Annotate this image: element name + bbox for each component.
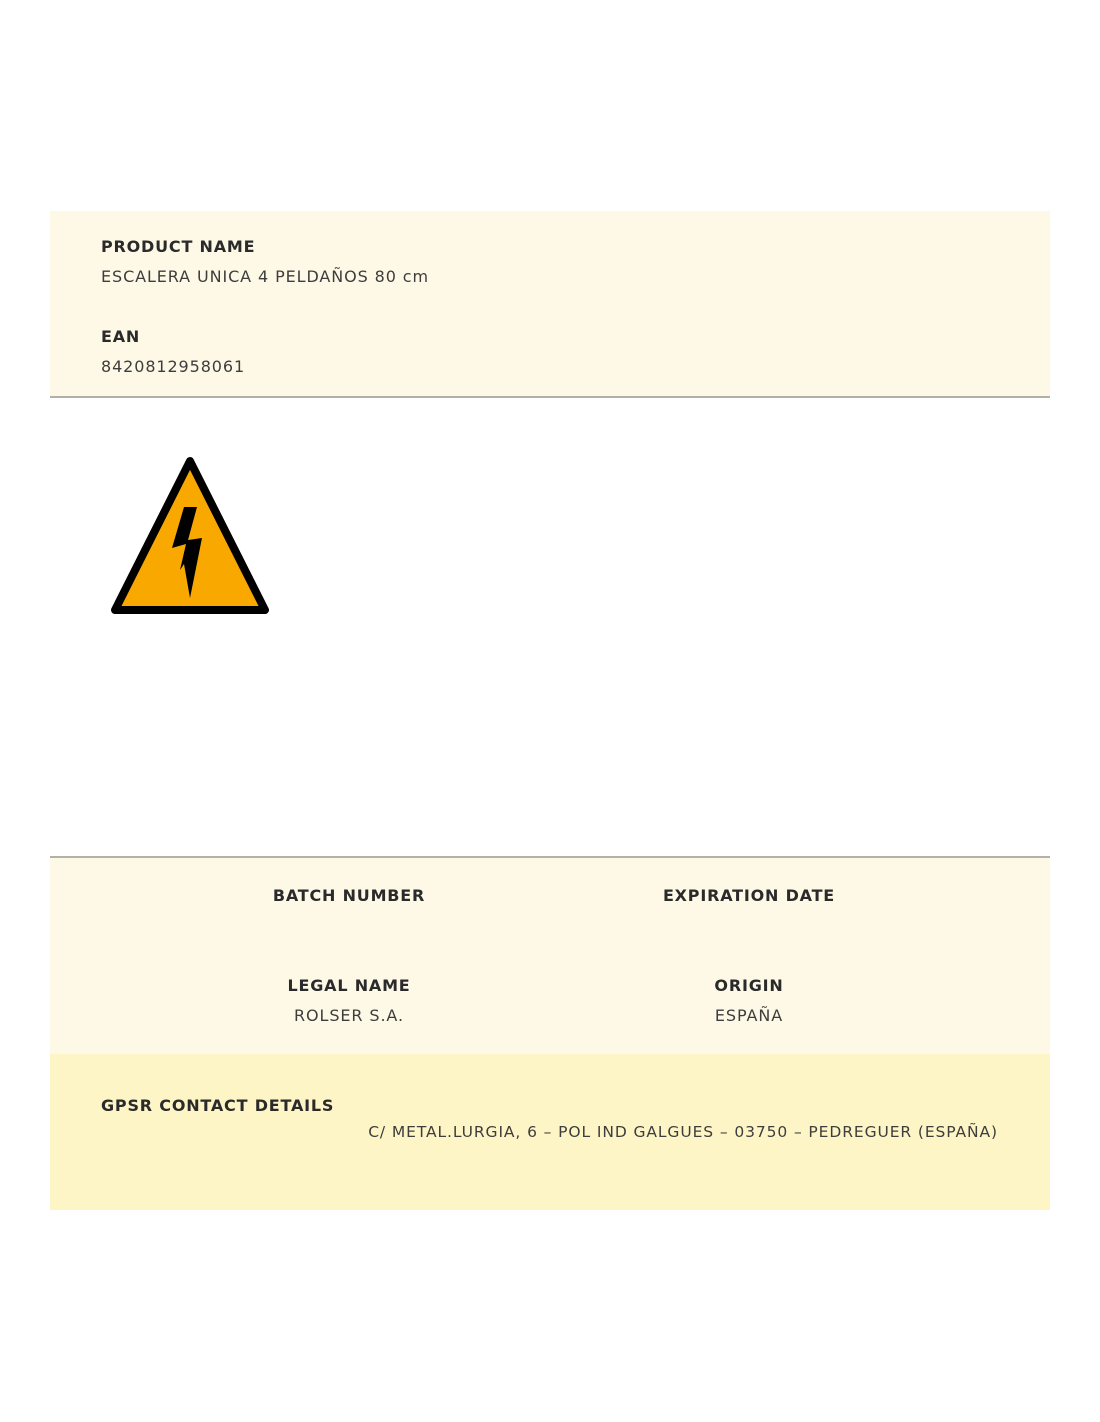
product-name-label: PRODUCT NAME: [101, 237, 256, 256]
batch-number-label: BATCH NUMBER: [272, 886, 426, 905]
product-name-value: ESCALERA UNICA 4 PELDAÑOS 80 cm: [101, 267, 429, 286]
legal-name-value: ROLSER S.A.: [294, 1006, 404, 1025]
ean-value: 8420812958061: [101, 357, 246, 376]
gpsr-contact-section: [50, 1054, 1050, 1210]
gpsr-contact-label: GPSR CONTACT DETAILS: [101, 1096, 335, 1115]
electrical-hazard-icon: [108, 452, 274, 620]
expiration-date-label: EXPIRATION DATE: [662, 886, 836, 905]
origin-value: ESPAÑA: [714, 1006, 784, 1025]
ean-label: EAN: [101, 327, 141, 346]
gpsr-contact-address: C/ METAL.LURGIA, 6 – POL IND GALGUES – 03750 – PEDREGUER (ESPAÑA): [368, 1123, 998, 1141]
legal-name-label: LEGAL NAME: [287, 976, 411, 995]
product-info-section: [50, 211, 1050, 398]
batch-origin-section: [50, 856, 1050, 1056]
origin-label: ORIGIN: [714, 976, 784, 995]
